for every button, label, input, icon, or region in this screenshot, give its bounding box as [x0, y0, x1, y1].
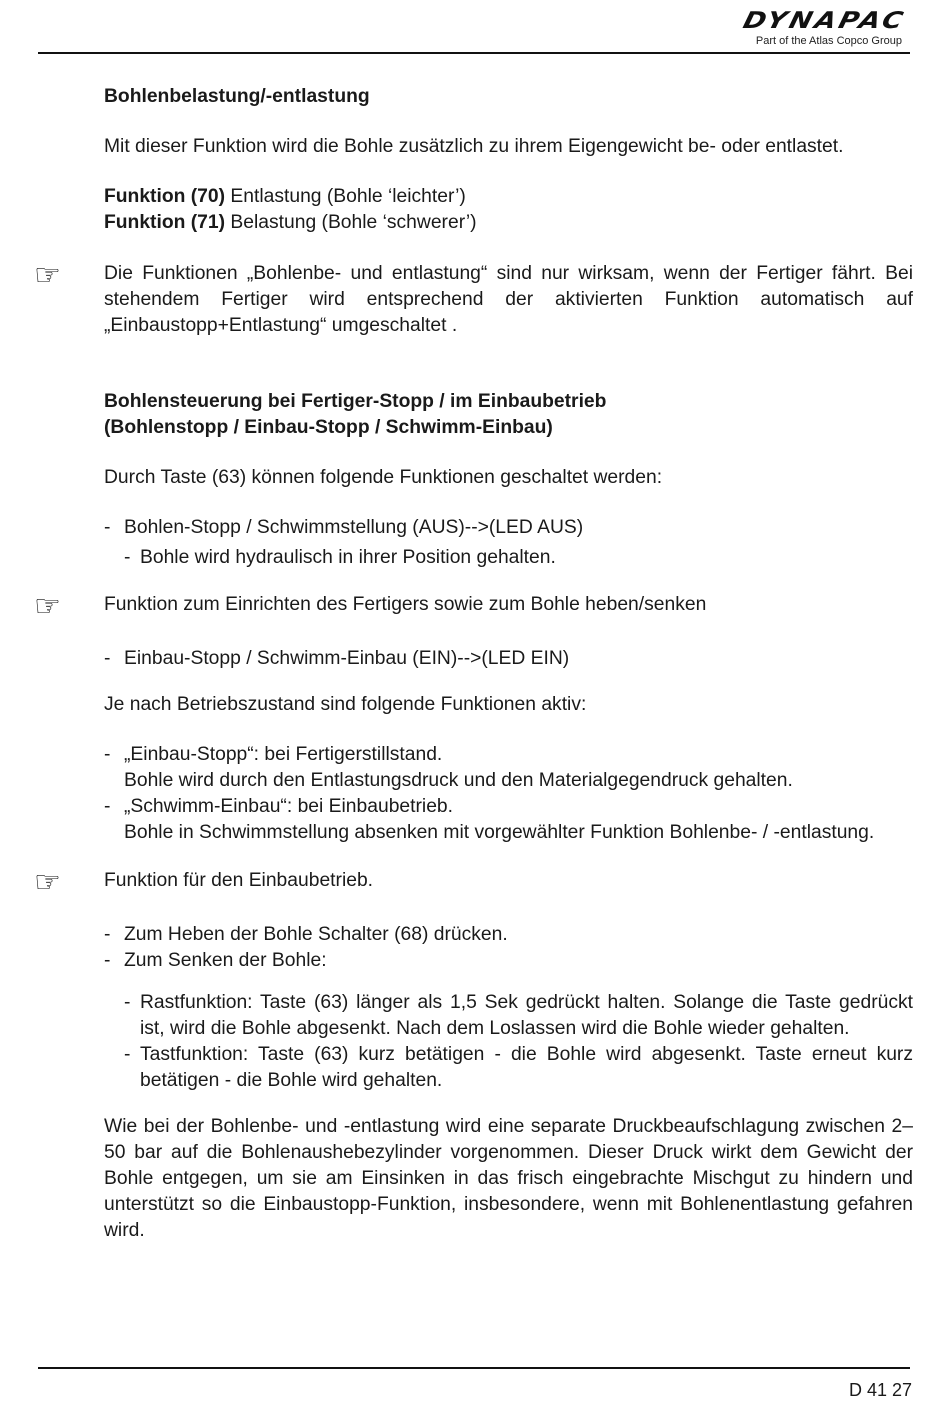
note [34, 590, 913, 623]
pointing-hand-icon: ☞ [34, 259, 61, 292]
pointing-hand-icon: ☞ [34, 590, 61, 623]
paragraph: Durch Taste (63) können folgende Funktionen geschaltet werden: [104, 467, 663, 488]
list-item-text: Bohle in Schwimmstellung absenken mit vorgewählter Funktion Bohlenbe- / -entlastung. [124, 822, 875, 843]
list-item: - „Einbau-Stopp“: bei Fertigerstillstand. Bohle wird durch den Entlastungsdruck und den Materialgegendruck gehalten. [104, 742, 913, 794]
brand-name: DYNAPAC [740, 7, 909, 34]
function-label: Funktion (71) [104, 212, 226, 233]
paragraph: Je nach Betriebszustand sind folgende Funktionen aktiv: [104, 694, 587, 715]
brand-logo [682, 4, 909, 47]
list-item-text: Rastfunktion: Taste (63) länger als 1,5 Sek gedrückt halten. Solange die Taste gedrückt ist, wird die Bohle abgesenkt. Nach dem Loslassen wird die Bohle wieder gehalten. [140, 992, 913, 1039]
list-item-text: Bohlen-Stopp / Schwimmstellung (AUS)-->(LED AUS) [124, 517, 584, 538]
page-content [34, 84, 913, 1244]
list-item-text: Bohle wird durch den Entlastungsdruck und den Materialgegendruck gehalten. [124, 770, 793, 791]
section-subtitle: (Bohlenstopp / Einbau-Stopp / Schwimm-Einbau) [104, 417, 553, 438]
function-text: Entlastung (Bohle ‘leichter’) [225, 186, 466, 207]
section-title: Bohlensteuerung bei Fertiger-Stopp / im Einbaubetrieb [104, 391, 607, 412]
list-item: - Bohlen-Stopp / Schwimmstellung (AUS)-->(LED AUS) [104, 517, 584, 538]
note-text: Die Funktionen „Bohlenbe- und entlastung“ sind nur wirksam, wenn der Fertiger fährt. Bei stehendem Fertiger wird entsprechend der aktivierten Funktion automatisch auf „Einbaustopp+Entlastung“ umgeschaltet . [104, 263, 913, 336]
note-text: Funktion für den Einbaubetrieb. [104, 870, 374, 891]
note [34, 866, 913, 899]
pointing-hand-icon: ☞ [34, 866, 61, 899]
note-text: Funktion zum Einrichten des Fertigers sowie zum Bohle heben/senken [104, 594, 707, 615]
sub-list-item: - Rastfunktion: Taste (63) länger als 1,5 Sek gedrückt halten. Solange die Taste gedrückt ist, wird die Bohle abgesenkt. Nach dem Loslassen wird die Bohle wieder gehalten. [124, 992, 913, 1039]
function-label: Funktion (70) [104, 186, 226, 207]
list-item-text: „Schwimm-Einbau“: bei Einbaubetrieb. [124, 796, 454, 817]
list-item-text: Zum Senken der Bohle: [124, 950, 327, 971]
page-number: D 41 27 [848, 1380, 912, 1400]
list-item-text: „Einbau-Stopp“: bei Fertigerstillstand. [124, 744, 443, 765]
note [34, 259, 913, 339]
function-line [104, 210, 913, 236]
function-line [104, 184, 913, 210]
list-item: - Einbau-Stopp / Schwimm-Einbau (EIN)-->(LED EIN) [104, 648, 570, 669]
function-text: Belastung (Bohle ‘schwerer’) [225, 212, 477, 233]
brand-tagline: Part of the Atlas Copco Group [755, 35, 902, 47]
list-item-text: Einbau-Stopp / Schwimm-Einbau (EIN)-->(LED EIN) [124, 648, 570, 669]
list-item: - Zum Heben der Bohle Schalter (68) drücken. [104, 924, 508, 945]
list-item-text: Zum Heben der Bohle Schalter (68) drücken. [124, 924, 508, 945]
list-item: - „Schwimm-Einbau“: bei Einbaubetrieb. Bohle in Schwimmstellung absenken mit vorgewählter Funktion Bohlenbe- / -entlastung. [104, 794, 913, 846]
paragraph: Mit dieser Funktion wird die Bohle zusätzlich zu ihrem Eigengewicht be- oder entlastet. [104, 136, 844, 157]
sub-list-item: - Tastfunktion: Taste (63) kurz betätigen - die Bohle wird abgesenkt. Taste erneut kurz betätigen - die Bohle wird gehalten. [124, 1044, 913, 1091]
footer-rule [38, 1367, 910, 1369]
list-item-text: Bohle wird hydraulisch in ihrer Position gehalten. [140, 547, 556, 568]
header-rule [38, 52, 910, 54]
list-item: - Zum Senken der Bohle: [104, 950, 327, 971]
list-item-text: Tastfunktion: Taste (63) kurz betätigen - die Bohle wird abgesenkt. Taste erneut kurz betätigen - die Bohle wird gehalten. [140, 1044, 913, 1091]
paragraph: Wie bei der Bohlenbe- und -entlastung wird eine separate Druckbeaufschlagung zwischen 2–50 bar auf die Bohlenaushebezylinder vorgenommen. Dieser Druck wirkt dem Gewicht der Bohle entgegen, um sie am Einsinken in das frisch eingebrachte Mischgut zu hindern und unterstützt so die Einbaustopp-Funktion, insbesondere, wenn mit Bohlenentlastung gefahren wird. [104, 1116, 913, 1241]
sub-list-item: - Bohle wird hydraulisch in ihrer Position gehalten. [124, 547, 556, 568]
section-title: Bohlenbelastung/-entlastung [104, 86, 370, 107]
